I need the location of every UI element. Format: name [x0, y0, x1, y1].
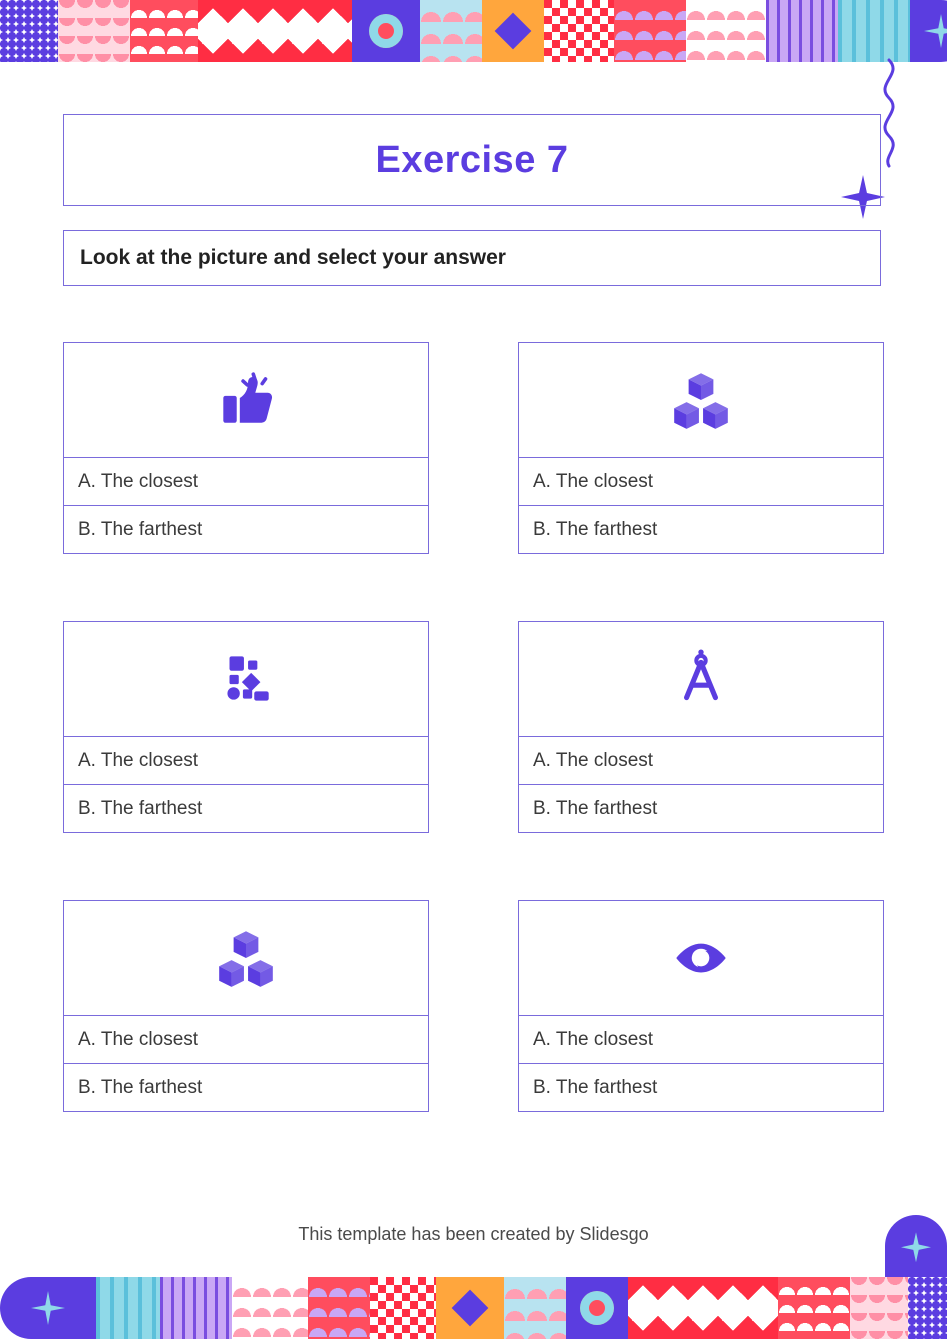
compass-icon — [668, 646, 734, 712]
question-card-6 — [518, 900, 884, 1112]
question-card-2 — [518, 342, 884, 554]
option-b-3[interactable] — [63, 785, 429, 833]
option-b-label: B. The farthest — [78, 518, 203, 540]
stacked-cubes-icon — [668, 367, 734, 433]
pattern-wave-blue — [96, 1277, 160, 1339]
pattern-scallop-pink — [850, 1277, 908, 1339]
thumbs-up-icon — [213, 367, 279, 433]
option-b-1[interactable] — [63, 506, 429, 554]
option-b-label: B. The farthest — [533, 797, 658, 819]
option-a-label: A. The closest — [78, 749, 199, 771]
pattern-scallop-pink — [58, 0, 130, 62]
question-card-3 — [63, 621, 429, 833]
option-a-4[interactable] — [518, 737, 884, 785]
option-a-label: A. The closest — [533, 749, 654, 771]
question-image-4 — [518, 621, 884, 737]
sparkle-icon — [901, 1232, 931, 1262]
pattern-zigzag-red — [198, 0, 352, 62]
option-a-2[interactable] — [518, 458, 884, 506]
pattern-orange-diamond — [482, 0, 544, 62]
question-image-6 — [518, 900, 884, 1016]
option-b-4[interactable] — [518, 785, 884, 833]
option-a-label: A. The closest — [78, 470, 199, 492]
option-a-label: A. The closest — [533, 1028, 654, 1050]
option-a-label: A. The closest — [78, 1028, 199, 1050]
pattern-diamonds-red — [370, 1277, 436, 1339]
question-card-4 — [518, 621, 884, 833]
pattern-diamonds-red — [544, 0, 614, 62]
option-b-label: B. The farthest — [533, 518, 658, 540]
pattern-arch-pink — [232, 1277, 308, 1339]
question-image-1 — [63, 342, 429, 458]
pattern-star-purple — [0, 1277, 96, 1339]
question-image-3 — [63, 621, 429, 737]
pattern-squiggle — [766, 0, 838, 62]
top-decorative-border — [0, 0, 947, 62]
bottom-decorative-border — [0, 1277, 947, 1339]
pattern-scallop-white — [778, 1277, 850, 1339]
pattern-target — [352, 0, 420, 62]
question-card-1 — [63, 342, 429, 554]
pattern-squiggle — [160, 1277, 232, 1339]
pattern-scallop-white — [130, 0, 198, 62]
pattern-target — [566, 1277, 628, 1339]
pattern-star-purple — [910, 0, 947, 62]
pattern-zigzag-red — [628, 1277, 778, 1339]
page-title: Exercise 7 — [375, 138, 569, 181]
instruction-text: Look at the picture and select your answer — [80, 246, 506, 269]
option-a-3[interactable] — [63, 737, 429, 785]
pattern-grid-dots — [0, 0, 58, 62]
pattern-arch-purple — [614, 0, 686, 62]
instruction-box — [63, 230, 881, 286]
abstract-blocks-icon — [213, 646, 279, 712]
option-a-5[interactable] — [63, 1016, 429, 1064]
option-a-label: A. The closest — [533, 470, 654, 492]
template-credit: This template has been created by Slidesgo — [298, 1224, 649, 1244]
exercise-title-box — [63, 114, 881, 206]
pattern-grid-dots — [908, 1277, 947, 1339]
question-image-2 — [518, 342, 884, 458]
pattern-waves-pink — [504, 1277, 566, 1339]
option-a-6[interactable] — [518, 1016, 884, 1064]
question-image-5 — [63, 900, 429, 1016]
option-b-5[interactable] — [63, 1064, 429, 1112]
eye-icon — [668, 925, 734, 991]
pattern-wave-blue — [838, 0, 910, 62]
option-b-label: B. The farthest — [78, 797, 203, 819]
option-b-label: B. The farthest — [78, 1076, 203, 1098]
question-card-5 — [63, 900, 429, 1112]
bottom-bubble-decoration — [885, 1215, 947, 1277]
option-a-1[interactable] — [63, 458, 429, 506]
option-b-6[interactable] — [518, 1064, 884, 1112]
pattern-orange-diamond — [436, 1277, 504, 1339]
pattern-arch-purple — [308, 1277, 370, 1339]
pattern-waves-pink — [420, 0, 482, 62]
option-b-2[interactable] — [518, 506, 884, 554]
option-b-label: B. The farthest — [533, 1076, 658, 1098]
stacked-cubes-icon — [213, 925, 279, 991]
pattern-arch-pink — [686, 0, 766, 62]
